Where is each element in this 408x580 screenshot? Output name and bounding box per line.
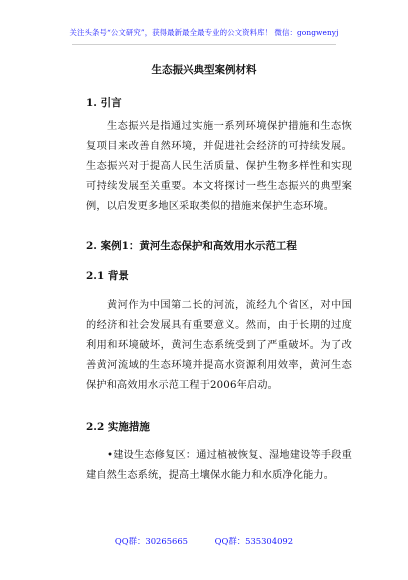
- section-paragraph-introduction: 生态振兴是指通过实施一系列环境保护措施和生态恢复项目来改善自然环境，并促进社会经济的可持续发展。生态振兴对于提高人民生活质量、保护生物多样性和实现可持续发展至关重要。本文将探讨一些生态振兴的典型案例，以启发更多地区采取类似的措施来保护生态环境。: [86, 121, 352, 212]
- section-paragraph-background: 黄河作为中国第二长的河流，流经九个省区，对中国的经济和社会发展具有重要意义。然而，由于长期的过度利用和环境破坏，黄河生态系统受到了严重破坏。为了改善黄河流域的生态环境并提高水资源利用效率，黄河生态保护和高效用水示范工程于2006年启动。: [86, 300, 352, 391]
- header-note: 关注头条号“公文研究”，获得最新最全最专业的公文资料库！ 微信：gongwenyj: [69, 28, 339, 37]
- footer-note: QQ群：30265665 QQ群：535304092: [114, 536, 294, 546]
- section-paragraph-measures: •建设生态修复区：通过植被恢复、湿地建设等手段重建自然生态系统，提高土壤保水能力和水质净化能力。: [86, 450, 352, 481]
- section-heading-measures: 2.2 实施措施: [86, 421, 150, 433]
- section-heading-case-1: 2. 案例1：黄河生态保护和高效用水示范工程: [86, 240, 297, 252]
- document-title: 生态振兴典型案例材料: [151, 64, 257, 76]
- section-heading-introduction: 1. 引言: [86, 97, 122, 109]
- section-heading-background: 2.1 背景: [86, 270, 129, 282]
- header-divider: [72, 44, 336, 45]
